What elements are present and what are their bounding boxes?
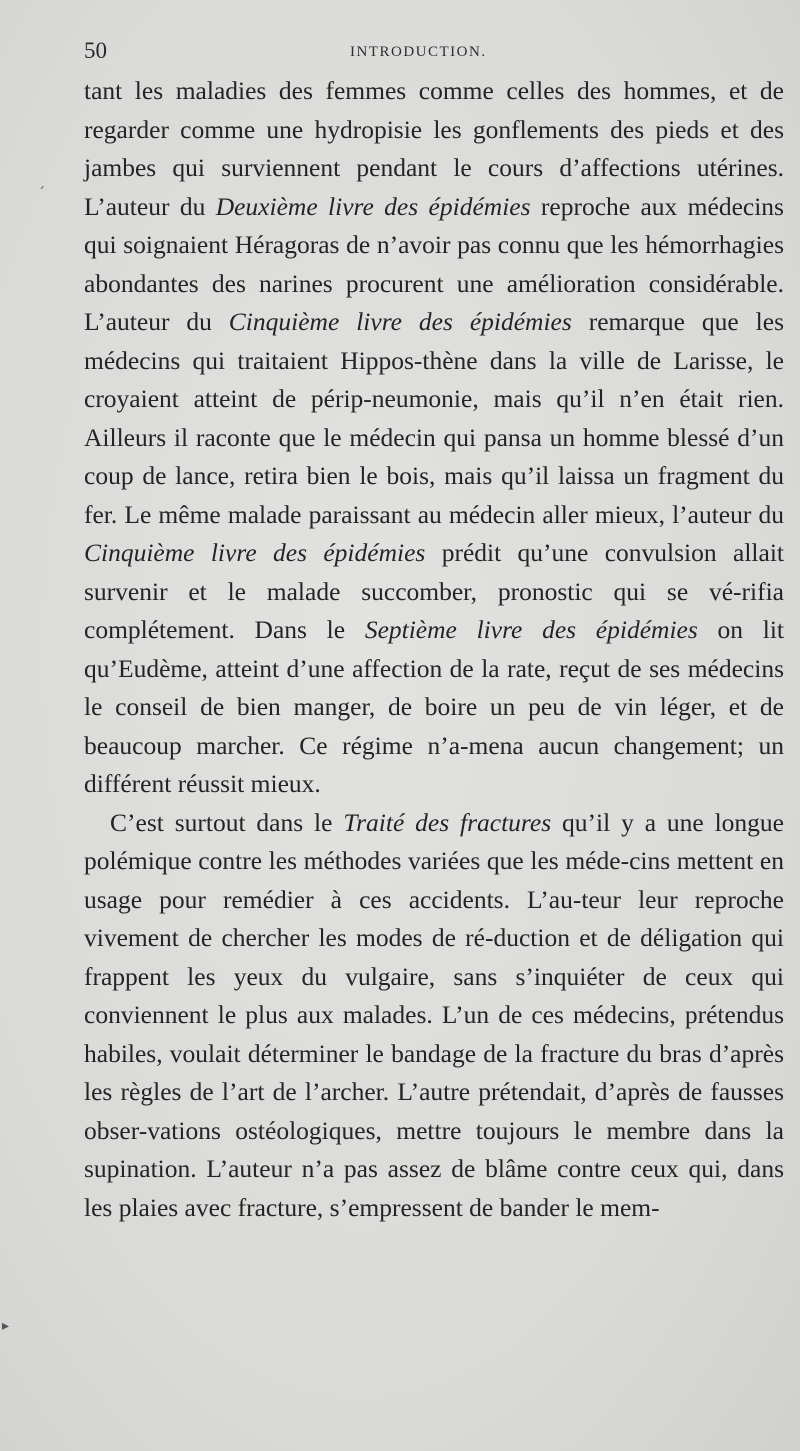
text-run: qu’il y a une longue polémique contre les méthodes variées que les méde-cins mettent en usage pour remédier à ces accidents. L’au-teur leur reproche vivement de chercher les modes de ré-duction et de déligation qui frappent les yeux du vulgaire, sans s’inquiéter de ceux qui conviennent le plus aux malades. L’un de ces médecins, prétendus habiles, voulait déterminer le bandage de la fracture du bras d’après les règles de l’art de l’archer. L’autre prétendait, d’après de fausses obser-vations ostéologiques, mettre toujours le membre dans la supination. L’auteur n’a pas assez de blâme contre ceux qui, dans les plaies avec fracture, s’empressent de bander le mem-	[84, 807, 785, 1222]
italic-title: Deuxième livre des épidémies	[215, 191, 531, 221]
italic-title: Septième livre des épidémies	[364, 615, 698, 644]
text-run: prédit qu’une convulsion allait survenir et le malade succomber, pronostic qui se vé-rifia complétement. Dans le	[84, 538, 784, 644]
text-run: reproche aux médecins qui soignaient Héragoras de n’avoir pas connu que les hémorrhagies abondantes des narines procurent une amélioration considérable. L’auteur du	[84, 191, 784, 336]
text-run: tant les maladies des femmes comme celles des hommes, et de regarder comme une hydropisie les gonflements des pieds et des jambes qui surviennent pendant le cours d’affections utérines. L’auteur du	[84, 76, 784, 221]
running-head: INTRODUCTION.	[350, 44, 487, 60]
page-number: 50	[84, 38, 107, 63]
margin-mark: ˊ	[38, 186, 45, 202]
text-run: remarque que les médecins qui traitaient Hippos-thène dans la ville de Larisse, le croyaient atteint de périp-neumonie, mais qu’il n’en était rien. Ailleurs il raconte que le médecin qui pansa un homme blessé d’un coup de lance, retira bien le bois, mais qu’il laissa un fragment du fer. Le même malade paraissant au médecin aller mieux, l’auteur du	[84, 307, 784, 529]
italic-title: Traité des fractures	[343, 807, 552, 837]
body-text	[84, 72, 784, 1227]
italic-title: Cinquième livre des épidémies	[84, 538, 426, 567]
text-run: C’est surtout dans le	[110, 807, 344, 837]
italic-title: Cinquième livre des épidémies	[228, 307, 572, 336]
margin-mark: ▸	[2, 1318, 10, 1334]
page-header	[84, 38, 784, 66]
paragraph	[84, 804, 784, 1228]
text-run: on lit qu’Eudème, atteint d’une affection de la rate, reçut de ses médecins le conseil de bien manger, de boire un peu de vin léger, et de beaucoup marcher. Ce régime n’a-mena aucun changement; un différent réussit mieux.	[84, 615, 784, 798]
paragraph	[84, 72, 784, 804]
